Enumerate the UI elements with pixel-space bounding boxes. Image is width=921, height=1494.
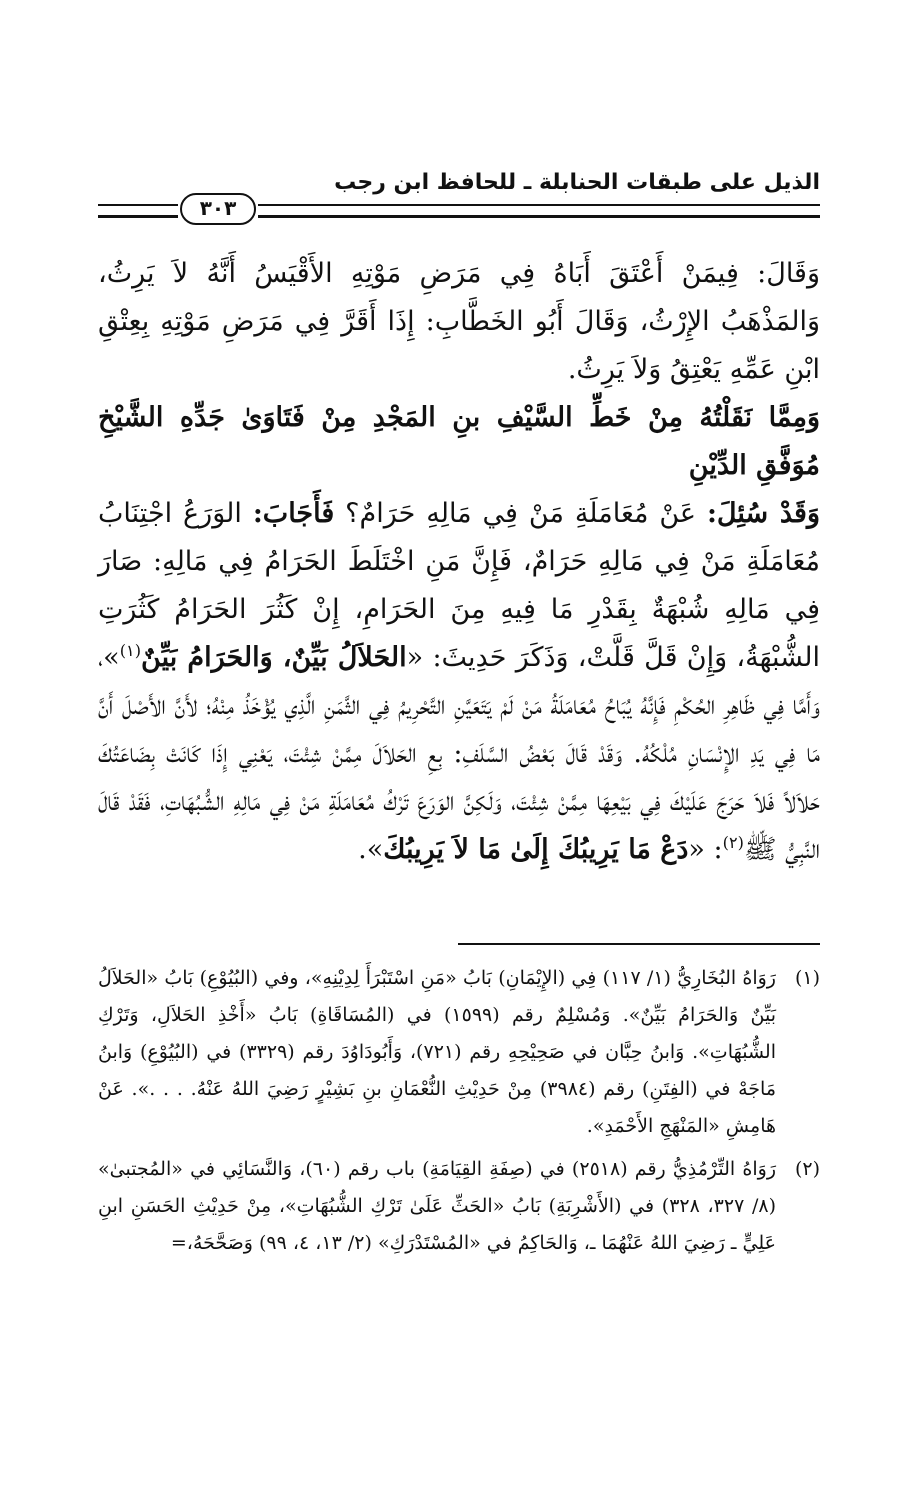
answer-text-2: »، وَأَمَّا فِي ظَاهِرِ الحُكْمِ فَإِنَّهُ يُبَاحُ مُعَامَلَةُ مَنْ لَمْ يَتَعَيَّنِ التَّحْرِيمُ فِي الثَّمَنِ الَّذِي يُؤْخَذُ مِنْهُ؛ لأَنَّ الأَصْلَ أَنَّ مَا فِي يَدِ الإِنْسَانِ مُلْكُهُ. وَقَدْ قَالَ بَعْضُ السَّلَفِ: بِعِ الحَلاَلَ مِمَّنْ شِئْتَ، يَعْنِي إِذَا كَانَتْ بِضَاعَتُكَ حَلاَلاً فَلاَ حَرَجَ عَلَيْكَ فِي بَيْعِهَا مِمَّنْ شِئْتَ، وَلَكِنَّ الوَرَعَ تَرْكُ مُعَامَلَةِ مَنْ فِي مَالِهِ الشُّبُهَاتِ، فَقَدْ قَالَ النَّبِيُّ ﷺ (98, 642, 820, 865)
footnote-item (98, 960, 820, 1145)
footnote-text: رَوَاهُ التِّرْمُذِيُّ رقم (٢٥١٨) في (صِفَةِ القِيَامَةِ) باب رقم (٦٠)، وَالنَّسَائِي في «المُجتبىٰ» (٨/ ٣٢٧، ٣٢٨) في (الأَشْرِبَةِ) بَابُ «الحَثِّ عَلَىٰ تَرْكِ الشُّبُهَاتِ»، مِنْ حَدِيْثِ الحَسَنِ ابنِ عَلِيٍّ ـ رَضِيَ اللهُ عَنْهُمَا ـ، وَالحَاكِمُ في «المُسْتَدْرَكِ» (٢/ ١٣، ٤، ٩٩) وَصَحَّحَهُ،= (98, 1158, 777, 1254)
footnote-number: (١) (794, 967, 820, 989)
footnote-ref-2: (٢) (722, 833, 744, 852)
question-text: عَنْ مُعَامَلَةِ مَنْ فِي مَالِهِ حَرَامٌ؟ (334, 498, 707, 529)
header-rule-left (98, 204, 178, 218)
question-lead: وَقَدْ سُئِلَ: (706, 498, 820, 529)
paragraph-1: وَقَالَ: فِيمَنْ أَعْتَقَ أَبَاهُ فِي مَرَضِ مَوْتِهِ الأَقْيَسُ أَنَّهُ لاَ يَرِثُ، وَالمَذْهَبُ الإِرْثُ، وَقَالَ أَبُو الخَطَّابِ: إِذَا أَقَرَّ فِي مَرَضِ مَوْتِهِ بِعِتْقِ ابْنِ عَمِّهِ يَعْتِقُ وَلاَ يَرِثُ. (98, 258, 820, 385)
answer-text-1: الوَرَعُ اجْتِنَابُ مُعَامَلَةِ مَنْ فِي مَالِهِ حَرَامٌ، فَإِنَّ مَنِ اخْتَلَطَ الحَرَامُ فِي مَالِهِ: صَارَ فِي مَالِهِ شُبْهَةٌ بِقَدْرِ مَا فِيهِ مِنَ الحَرَامِ، إِنْ كَثُرَ الحَرَامُ كَثُرَتِ الشُّبْهَةُ، وَإِنْ قَلَّ قَلَّتْ، وَذَكَرَ حَدِيثَ: « (98, 498, 820, 673)
answer-text-3: : « (688, 834, 723, 865)
page-number: ٣٠٣ (180, 193, 256, 225)
footnote-item (98, 1151, 820, 1262)
footnote-separator (458, 943, 820, 945)
footnotes (98, 960, 820, 1268)
hadith-quote-2: دَعْ مَا يَرِيبُكَ إِلَىٰ مَا لاَ يَرِيبُكَ (383, 834, 689, 865)
section-heading: وَمِمَّا نَقَلْتُهُ مِنْ خَطِّ السَّيْفِ بنِ المَجْدِ مِنْ فَتَاوَىٰ جَدِّهِ الشَّيْخِ مُوَفَّقِ الدِّيْنِ (98, 402, 820, 481)
answer-text-end: ». (358, 834, 384, 865)
answer-lead: فَأَجَابَ: (252, 498, 335, 529)
footnote-number: (٢) (794, 1158, 820, 1180)
paragraph-2 (98, 490, 820, 874)
footnote-text: رَوَاهُ البُخَارِيُّ (١/ ١١٧) فِي (الإِيْمَانِ) بَابُ «مَنِ اسْتَبْرَأَ لِدِيْنِهِ»، وفي (البُيُوْعِ) بَابُ «الحَلاَلُ بَيِّنٌ وَالحَرَامُ بَيِّنٌ». وَمُسْلِمٌ رقم (١٥٩٩) في (المُسَاقَاةِ) بَابُ «أَخْذِ الحَلاَلِ، وَتَرْكِ الشُّبُهَاتِ». وَابنُ حِبَّان في صَحِيْحِهِ رقم (٧٢١)، وَأَبُودَاوُدَ رقم (٣٣٢٩) في (البُيُوْعِ) وَابنُ مَاجَهْ في (الفِتَنِ) رقم (٣٩٨٤) مِنْ حَدِيْثِ النُّعْمَانِ بنِ بَشِيْرٍ رَضِيَ اللهُ عَنْهُ. . . .». عَنْ هَامِشِ «المَنْهَجِ الأَحْمَدِ». (98, 967, 777, 1137)
running-header: الذيل على طبقات الحنابلة ـ للحافظ ابن رجب (334, 170, 820, 195)
header-rule (258, 204, 820, 218)
main-text (98, 250, 820, 874)
hadith-quote-1: الحَلاَلُ بَيِّنٌ، وَالحَرَامُ بَيِّنٌ (141, 642, 407, 673)
footnote-ref-1: (١) (119, 641, 142, 660)
